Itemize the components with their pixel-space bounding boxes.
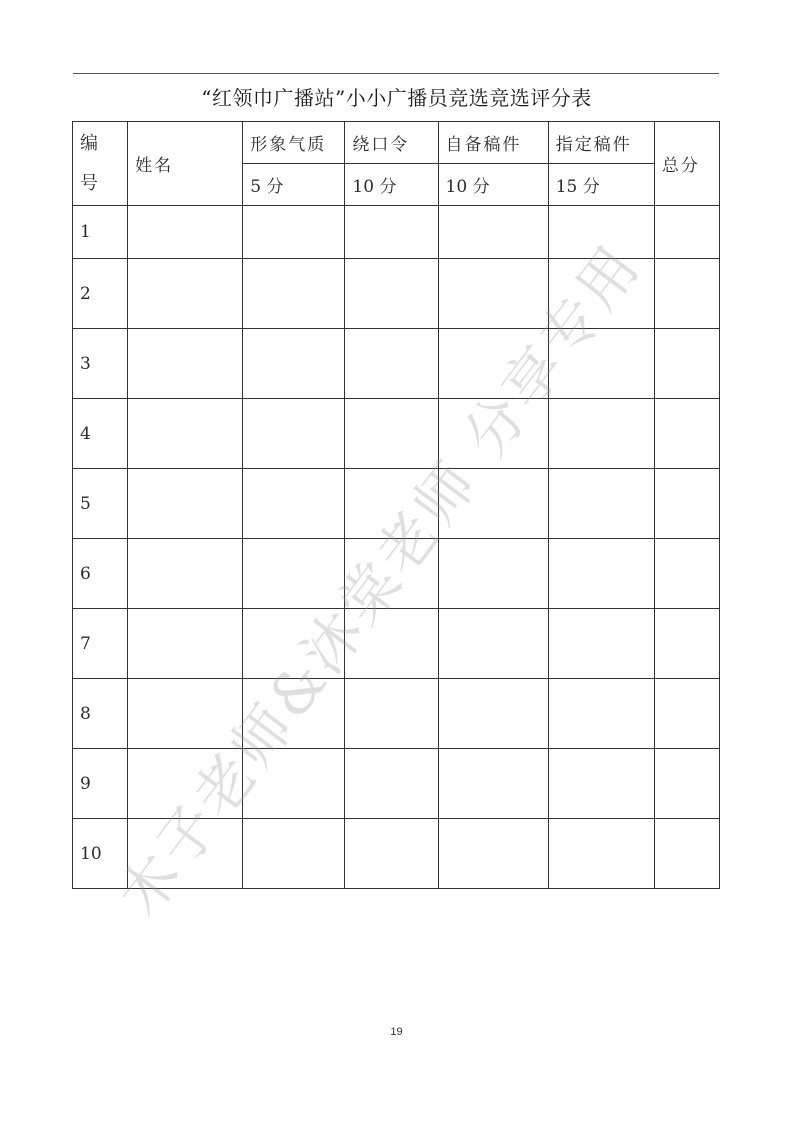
row-number: 2: [73, 259, 128, 329]
name-cell[interactable]: [128, 329, 243, 399]
total-cell[interactable]: [654, 329, 719, 399]
number-header-cell: [73, 122, 128, 206]
total-header-cell: [654, 122, 719, 206]
total-cell[interactable]: [654, 819, 719, 889]
score-cell[interactable]: [438, 609, 548, 679]
table-row: [73, 399, 720, 469]
name-cell[interactable]: [128, 206, 243, 259]
score-cell[interactable]: [243, 399, 345, 469]
row-number: 4: [73, 399, 128, 469]
points-cell: 10 分: [345, 164, 438, 206]
score-cell[interactable]: [243, 259, 345, 329]
total-cell[interactable]: [654, 609, 719, 679]
name-cell[interactable]: [128, 469, 243, 539]
row-number: 7: [73, 609, 128, 679]
score-cell[interactable]: [438, 206, 548, 259]
name-cell[interactable]: [128, 609, 243, 679]
score-cell[interactable]: [548, 539, 654, 609]
table-row: [73, 329, 720, 399]
name-cell[interactable]: [128, 539, 243, 609]
criterion-label: 指定稿件: [555, 135, 632, 155]
score-cell[interactable]: [548, 749, 654, 819]
score-cell[interactable]: [345, 679, 438, 749]
total-cell[interactable]: [654, 206, 719, 259]
header-row-criteria: [73, 122, 720, 164]
row-number: 3: [73, 329, 128, 399]
score-cell[interactable]: [345, 819, 438, 889]
number-header-top: 编: [80, 132, 98, 154]
score-cell[interactable]: [243, 329, 345, 399]
points-cell: 10 分: [438, 164, 548, 206]
row-number: 6: [73, 539, 128, 609]
row-number: 8: [73, 679, 128, 749]
total-cell[interactable]: [654, 259, 719, 329]
total-cell[interactable]: [654, 679, 719, 749]
criterion-label: 绕口令: [352, 135, 410, 155]
name-cell[interactable]: [128, 399, 243, 469]
page-number: 19: [390, 1026, 403, 1038]
score-cell[interactable]: [548, 609, 654, 679]
points-cell: 15 分: [548, 164, 654, 206]
criterion-header-own-script: [438, 122, 548, 164]
score-cell[interactable]: [548, 469, 654, 539]
row-number: 5: [73, 469, 128, 539]
score-cell[interactable]: [243, 469, 345, 539]
watermark-text: 木子老师&沐棠老师 分享专用: [105, 231, 655, 929]
score-cell[interactable]: [438, 679, 548, 749]
number-header-bottom: 号: [80, 172, 98, 194]
total-header: 总分: [661, 156, 700, 176]
total-cell[interactable]: [654, 749, 719, 819]
criterion-header-tongue-twister: [345, 122, 438, 164]
criterion-label: 形象气质: [250, 135, 327, 155]
row-number: 10: [73, 819, 128, 889]
criterion-header-appearance: [243, 122, 345, 164]
name-header-cell: [128, 122, 243, 206]
score-cell[interactable]: [243, 206, 345, 259]
criterion-label: 自备稿件: [445, 135, 522, 155]
row-number: 9: [73, 749, 128, 819]
criterion-header-assigned-script: [548, 122, 654, 164]
score-cell[interactable]: [438, 819, 548, 889]
total-cell[interactable]: [654, 469, 719, 539]
points-cell: 5 分: [243, 164, 345, 206]
score-cell[interactable]: [548, 399, 654, 469]
score-cell[interactable]: [345, 206, 438, 259]
name-cell[interactable]: [128, 259, 243, 329]
score-cell[interactable]: [438, 539, 548, 609]
header-rule: [73, 73, 719, 74]
name-header: 姓名: [135, 156, 174, 176]
total-cell[interactable]: [654, 399, 719, 469]
score-cell[interactable]: [345, 749, 438, 819]
table-row: [73, 679, 720, 749]
score-cell[interactable]: [345, 329, 438, 399]
document-title: “红领巾广播站”小小广播员竞选竞选评分表: [201, 86, 592, 110]
score-cell[interactable]: [438, 749, 548, 819]
total-cell[interactable]: [654, 539, 719, 609]
score-cell[interactable]: [548, 679, 654, 749]
row-number: 1: [73, 206, 128, 259]
score-cell[interactable]: [345, 259, 438, 329]
score-cell[interactable]: [243, 819, 345, 889]
score-cell[interactable]: [548, 819, 654, 889]
